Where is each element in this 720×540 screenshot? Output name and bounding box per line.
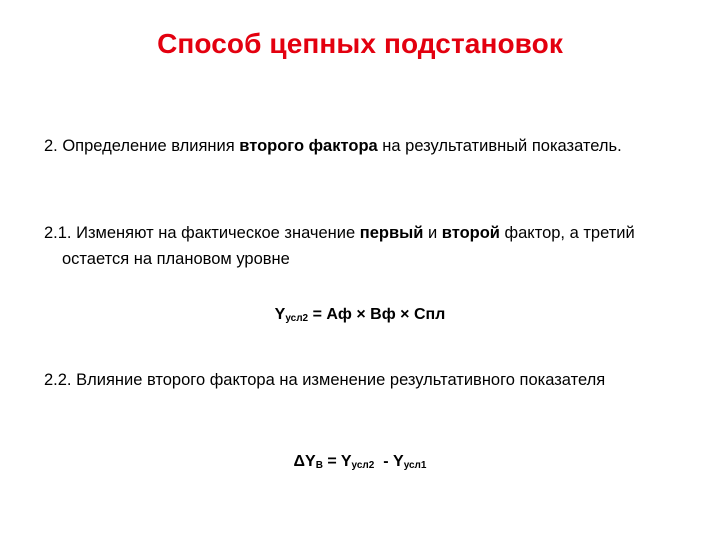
formula-y-usl2 xyxy=(0,306,720,324)
formula-symbol: ΔY xyxy=(293,453,316,470)
emphasis-second: второй xyxy=(441,224,500,242)
paragraph-step-2-2 xyxy=(44,367,702,393)
formula-expression: = Y xyxy=(322,453,352,470)
paragraph-text: на результативный показатель. xyxy=(377,137,622,155)
paragraph-text: 2. Определение влияния xyxy=(44,137,240,155)
paragraph-step-2 xyxy=(44,133,702,159)
formula-subscript: усл2 xyxy=(351,460,375,471)
formula-expression: - Y xyxy=(374,453,404,470)
paragraph-text: 2.2. Влияние второго фактора на изменение результативного показателя xyxy=(44,371,606,389)
formula-expression: = Аф × Вф × Спл xyxy=(308,306,446,323)
formula-subscript: усл2 xyxy=(285,313,309,324)
formula-subscript: B xyxy=(315,460,323,471)
emphasis-first: первый xyxy=(359,224,424,242)
paragraph-text: фактор, а третий остается на плановом уровне xyxy=(62,224,635,268)
formula-symbol: Y xyxy=(274,306,286,323)
slide-title: Способ цепных подстановок xyxy=(157,28,563,59)
paragraph-text: и xyxy=(423,224,442,242)
formula-subscript: усл1 xyxy=(403,460,427,471)
paragraph-step-2-1 xyxy=(44,220,702,272)
emphasis-second-factor: второго фактора xyxy=(239,137,378,155)
formula-delta-y xyxy=(0,453,720,471)
paragraph-text: 2.1. Изменяют на фактическое значение xyxy=(44,224,360,242)
